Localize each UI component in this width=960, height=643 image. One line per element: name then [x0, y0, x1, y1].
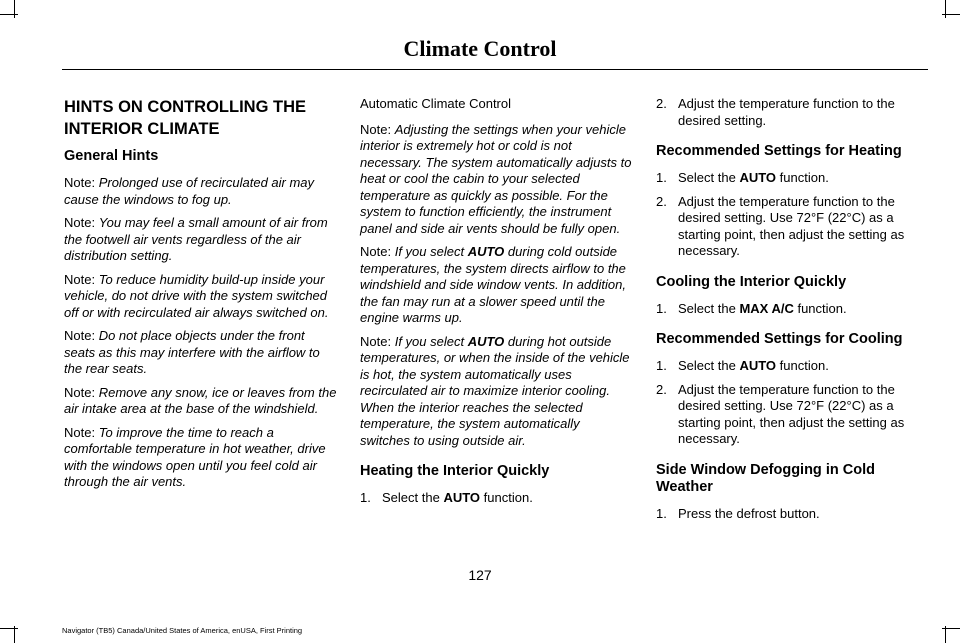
subsection-heading: Side Window Defogging in Cold Weather [656, 461, 875, 495]
note: Note: If you select AUTO during hot outside temperatures, or when the inside of the vehicle is hot, the system automatically uses recirculated air to maximize interior cooling. When the interior reaches the selected temperature, the system automatically switches to using outside air. [360, 333, 630, 448]
note: Note: Prolonged use of recirculated air may cause the windows to fog up. [64, 175, 315, 207]
subsection-heading: Cooling the Interior Quickly [656, 273, 847, 290]
note: Note: If you select AUTO during cold outside temperatures, the system directs airflow to the windshield and side window vents. In addition, the fan may run at a slower speed until the engine warms up. [360, 244, 626, 325]
crop-mark-bottom-right [942, 628, 960, 629]
subsection-heading: Heating the Interior Quickly [360, 463, 550, 479]
list-item: 2. Adjust the temperature function to the desired setting. Use 72°F (22°C) as a starting point, then adjust the setting as necessary. [656, 381, 905, 446]
column-right [656, 96, 926, 529]
crop-mark-top-left [0, 14, 18, 15]
list-item: 1. Select the AUTO function. [656, 358, 829, 373]
list-item: 1. Select the AUTO function. [656, 170, 829, 185]
section-heading: HINTS ON CONTROLLING THE INTERIOR CLIMATE [64, 98, 306, 138]
subsection-heading: Automatic Climate Control [360, 96, 511, 111]
note: Note: Do not place objects under the front seats as this may interfere with the airflow to the rear seats. [64, 328, 320, 376]
note: Note: To reduce humidity build-up inside your vehicle, do not drive with the system switched off or with recirculated air always switched on. [64, 271, 329, 320]
crop-mark-top-left [14, 0, 15, 18]
note: Note: Remove any snow, ice or leaves from the air intake area at the base of the windshield. [64, 384, 337, 416]
page-header-title: Climate Control [403, 36, 557, 61]
page-number: 127 [468, 567, 492, 583]
list-item: 2. Adjust the temperature function to the desired setting. Use 72°F (22°C) as a starting point, then adjust the setting as necessary. [656, 193, 905, 258]
note: Note: To improve the time to reach a comfortable temperature in hot weather, drive with the windows open until you feel cold air through the air vents. [64, 424, 326, 489]
crop-mark-bottom-left [0, 628, 18, 629]
column-left [64, 96, 338, 498]
subsection-heading: Recommended Settings for Heating [656, 143, 902, 159]
crop-mark-top-right [945, 0, 946, 18]
subsection-heading: Recommended Settings for Cooling [656, 331, 903, 347]
column-middle [360, 96, 632, 514]
note: Note: Adjusting the settings when your vehicle interior is extremely hot or cold is not necessary. The system automatically adjusts to heat or cool the cabin to your selected temperature as quickly as possible. For the system to function efficiently, the instrument panel and side air vents should be fully open. [360, 121, 632, 236]
footer-print-info: Navigator (TB5) Canada/United States of America, enUSA, First Printing [62, 626, 303, 635]
header-divider [62, 69, 928, 70]
note: Note: You may feel a small amount of air from the footwell air vents regardless of the air distribution setting. [64, 215, 328, 263]
list-item: 1. Select the AUTO function. [360, 490, 533, 505]
list-item: 1. Press the defrost button. [656, 505, 820, 521]
subsection-heading: General Hints [64, 148, 159, 164]
list-item: 2. Adjust the temperature function to the desired setting. [656, 96, 895, 128]
list-item: 1. Select the MAX A/C function. [656, 300, 847, 316]
crop-mark-top-right [942, 14, 960, 15]
